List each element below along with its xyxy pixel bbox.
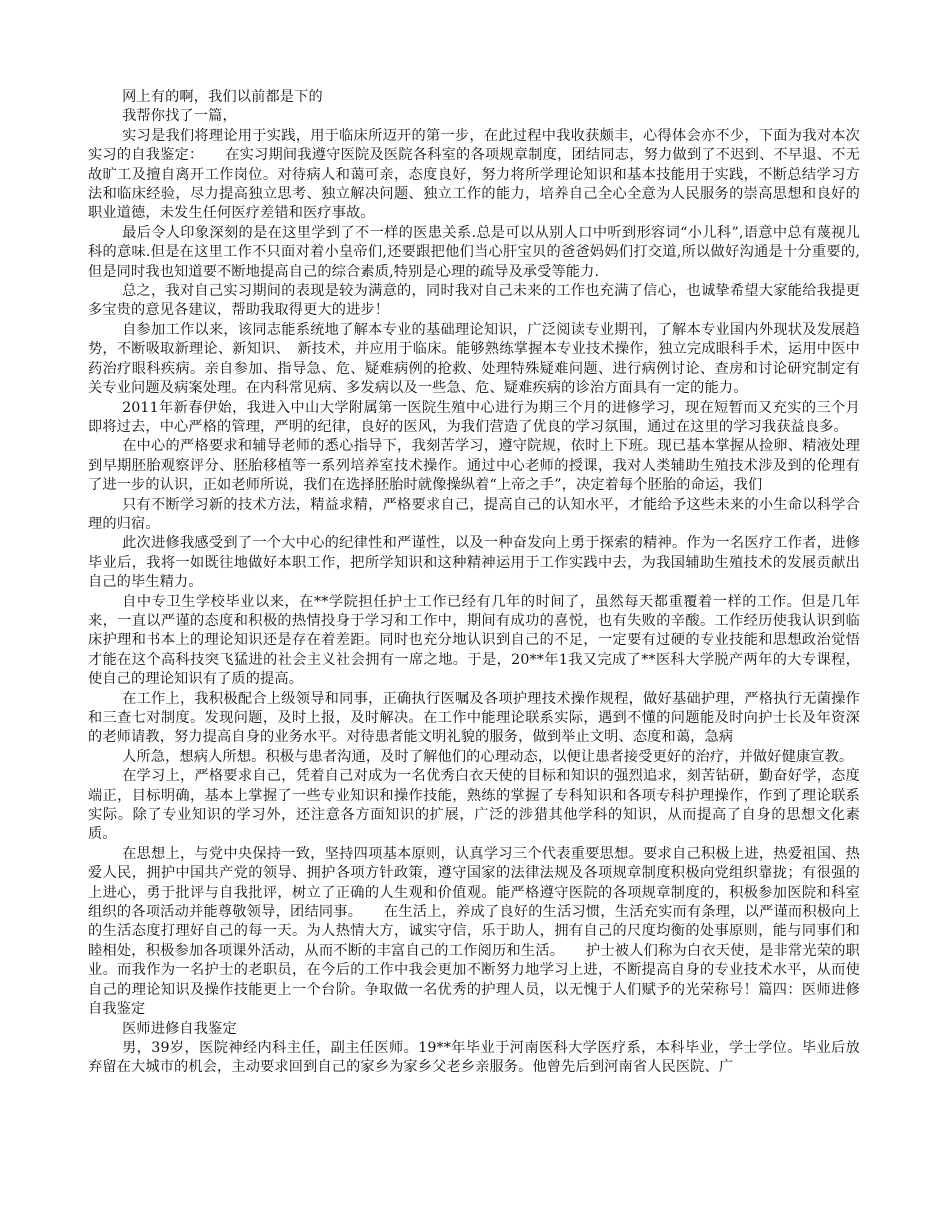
paragraph: 2011年新春伊始，我进入中山大学附属第一医院生殖中心进行为期三个月的进修学习，现在短暂而又充实的三个月即将过去，中心严格的管理，严明的纪律，良好的医风，为我们营造了优良的学习氛围，通过在这里的学习我获益良多。 bbox=[88, 399, 860, 435]
section-title: 医师进修自我鉴定 bbox=[122, 1020, 237, 1037]
paragraph: 网上有的啊，我们以前都是下的 bbox=[122, 89, 323, 105]
paragraph: 只有不断学习新的技术方法，精益求精，严格要求自己，提高自己的认知水平，才能给予这些未来的小生命以科学合理的归宿。 bbox=[88, 496, 860, 532]
paragraph: 在工作上，我积极配合上级领导和同事，正确执行医嘱及各项护理技术操作规程，做好基础护理，严格执行无菌操作和三查七对制度。发现问题，及时上报，及时解决。在工作中能理论联系实际，遇到不懂的问题能及时向护士长及年资深的老师请教，努力提高自身的业务水平。对待患者能文明礼貌的服务，做到举止文明、态度和蔼，急病 bbox=[88, 690, 860, 746]
paragraph: 在思想上，与党中央保持一致，坚持四项基本原则，认真学习三个代表重要思想。要求自己积极上进，热爱祖国、热爱人民，拥护中国共产党的领导、拥护各项方针政策，遵守国家的法律法规及各项规章制度积极向党组织靠拢；有很强的上进心，勇于批评与自我批评，树立了正确的人生观和价值观。能严格遵守医院的各项规章制度的，积极参加医院和科室组织的各项活动并能尊敬领导，团结同事。 在生活上，养成了良好的生活习惯，生活充实而有条理，以严谨而积极向上的生活态度打理好自己的每一天。为人热情大方，诚实守信，乐于助人，拥有自己的尺度均衡的处事原则，能与同事们和睦相处，积极参加各项课外活动，从而不断的丰富自己的工作阅历和生活。 护士被人们称为白衣天使，是非常光荣的职业。而我作为一名护士的老职员，在今后的工作中我会更加不断努力地学习上进，不断提高自身的专业技术水平，从而使自己的理论知识及操作技能更上一个台阶。争取做一名优秀的护理人员，以无愧于人们赋予的光荣称号！篇四：医师进修自我鉴定 bbox=[88, 845, 860, 1018]
paragraph: 在学习上，严格要求自己，凭着自己对成为一名优秀白衣天使的目标和知识的强烈追求，刻苦钻研，勤奋好学，态度端正，目标明确，基本上掌握了一些专业知识和操作技能，熟练的掌握了专科知识和各项专科护理操作，作到了理论联系实际。除了专业知识的学习外，还注意各方面知识的扩展，广泛的涉猎其他学科的知识，从而提高了自身的思想文化素质。 bbox=[88, 768, 860, 843]
paragraph: 实习是我们将理论用于实践，用于临床所迈开的第一步，在此过程中我收获颇丰，心得体会亦不少，下面为我对本次实习的自我鉴定： 在实习期间我遵守医院及医院各科室的各项规章制度，团结同志，努力做到了不迟到、不早退、不无故旷工及擅自离开工作岗位。对待病人和蔼可亲，态度良好，努力将所学理论知识和基本技能用于实践，不断总结学习方法和临床经验，尽力提高独立思考、独立解决问题、独立工作的能力，培养自己全心全意为人民服务的崇高思想和良好的职业道德，未发生任何医疗差错和医疗事故。 bbox=[88, 127, 860, 222]
paragraph: 总之，我对自己实习期间的表现是较为满意的，同时我对自己未来的工作也充满了信心，也诚挚希望大家能给我提更多宝贵的意见各建议，帮助我取得更大的进步！ bbox=[88, 283, 860, 319]
paragraph: 此次进修我感受到了一个大中心的纪律性和严谨性，以及一种奋发向上勇于探索的精神。作为一名医疗工作者，进修毕业后，我将一如既往地做好本职工作，把所学知识和这种精神运用于工作实践中去，为我国辅助生殖技术的发展贡献出自己的毕生精力。 bbox=[88, 535, 860, 591]
paragraph: 最后令人印象深刻的是在这里学到了不一样的医患关系.总是可以从别人口中听到形容词“小儿科”,语意中总有蔑视儿科的意味.但是在这里工作不只面对着小皇帝们,还要跟把他们当心肝宝贝的爸爸妈妈们打交道,所以做好沟通是十分重要的,但是同时我也知道要不断地提高自己的综合素质,特别是心理的疏导及承受等能力. bbox=[88, 224, 860, 280]
paragraph: 男，39岁，医院神经内科主任，副主任医师。19**年毕业于河南医科大学医疗系，本科毕业，学士学位。毕业后放弃留在大城市的机会，主动要求回到自己的家乡为家乡父老乡亲服务。他曾先后到河南省人民医院、广 bbox=[88, 1039, 860, 1076]
paragraph: 我帮你找了一篇， bbox=[122, 108, 237, 125]
document-body bbox=[88, 88, 860, 1078]
paragraph: 自参加工作以来，该同志能系统地了解本专业的基础理论知识，广泛阅读专业期刊，了解本专业国内外现状及发展趋势，不断吸取新理论、新知识、 新技术，并应用于临床。能够熟练掌握本专业技术操作，独立完成眼科手术，运用中医中药治疗眼科疾病。亲自参加、指导急、危、疑难病例的抢救、处理特殊疑难问题、进行病例讨论、查房和讨论研究制定有关专业问题及病案处理。在内科常见病、多发病以及一些急、危、疑难疾病的诊治方面具有一定的能力。 bbox=[88, 321, 860, 397]
paragraph: 自中专卫生学校毕业以来，在**学院担任护士工作已经有几年的时间了，虽然每天都重覆着一样的工作。但是几年来，一直以严谨的态度和积极的热情投身于学习和工作中，期间有成功的喜悦，也有失败的辛酸。工作经历使我认识到临床护理和书本上的理论知识还是存在着差距。同时也充分地认识到自己的不足，一定要有过硬的专业技能和思想政治觉悟才能在这个高科技突飞猛进的社会主义社会拥有一席之地。于是，20**年1我又完成了**医科大学脱产两年的大专课程，使自己的理论知识有了质的提高。 bbox=[88, 593, 860, 688]
paragraph: 在中心的严格要求和辅导老师的悉心指导下，我刻苦学习，遵守院规，依时上下班。现已基本掌握从捡卵、精液处理到早期胚胎观察评分、胚胎移植等一系列培养室技术操作。通过中心老师的授课，我对人类辅助生殖技术涉及到的伦理有了进一步的认识，正如老师所说，我们在选择胚胎时就像操纵着“上帝之手”，决定着每个胚胎的命运，我们 bbox=[88, 438, 860, 494]
paragraph: 人所急，想病人所想。积极与患者沟通，及时了解他们的心理动态，以便让患者接受更好的治疗，并做好健康宣教。 bbox=[122, 748, 854, 765]
